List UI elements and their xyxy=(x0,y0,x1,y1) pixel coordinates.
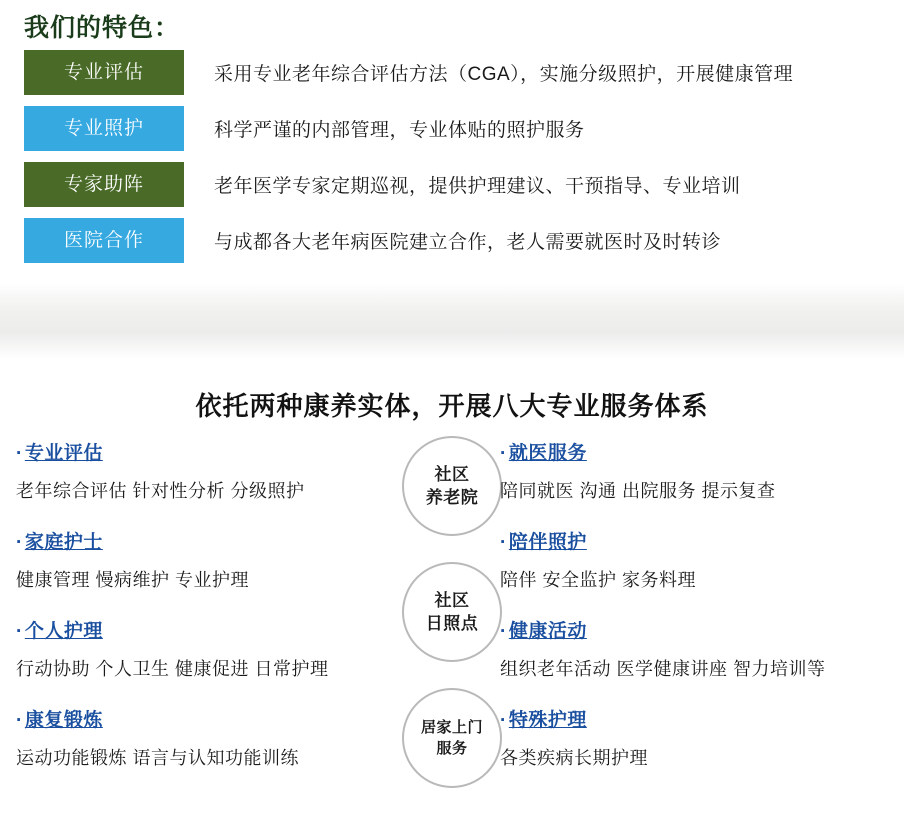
entity-circle-line1: 居家上门 xyxy=(420,719,483,736)
service-block xyxy=(500,438,860,503)
service-block xyxy=(16,527,376,592)
service-heading-label: 康复锻炼 xyxy=(24,710,103,731)
bullet-icon: · xyxy=(500,532,507,553)
service-heading xyxy=(16,527,376,554)
service-heading-label: 个人护理 xyxy=(24,621,103,642)
features-section xyxy=(0,0,904,300)
feature-description: 与成都各大老年病医院建立合作，老人需要就医时及时转诊 xyxy=(214,232,722,253)
feature-row xyxy=(24,216,880,265)
service-heading-label: 就医服务 xyxy=(508,443,587,464)
bullet-icon: · xyxy=(16,443,23,464)
service-block xyxy=(16,438,376,503)
feature-row xyxy=(24,48,880,97)
entity-circle-line2: 服务 xyxy=(436,740,468,757)
feature-tag: 专家助阵 xyxy=(24,162,184,207)
entity-circle-line2: 日照点 xyxy=(425,614,479,633)
service-items: 行动协助 个人卫生 健康促进 日常护理 xyxy=(16,659,329,679)
bullet-icon: · xyxy=(500,710,507,731)
entity-circle-community-nursing-home xyxy=(402,436,502,536)
entity-circle-line1: 社区 xyxy=(434,465,470,484)
feature-tag: 医院合作 xyxy=(24,218,184,263)
service-block xyxy=(500,527,860,592)
entity-circle-line2: 养老院 xyxy=(425,488,479,507)
service-heading-label: 特殊护理 xyxy=(508,710,587,731)
service-block xyxy=(500,705,860,770)
service-items: 陪伴 安全监护 家务料理 xyxy=(500,570,697,590)
feature-description: 老年医学专家定期巡视，提供护理建议、干预指导、专业培训 xyxy=(214,176,741,197)
services-column-left xyxy=(16,438,376,794)
entity-circle-line1: 社区 xyxy=(434,591,470,610)
bullet-icon: · xyxy=(500,443,507,464)
section-divider xyxy=(0,283,904,359)
service-items: 各类疾病长期护理 xyxy=(500,748,648,768)
service-heading-label: 专业评估 xyxy=(24,443,103,464)
features-list xyxy=(24,48,880,272)
services-column-right xyxy=(500,438,860,794)
bullet-icon: · xyxy=(16,532,23,553)
feature-description: 科学严谨的内部管理，专业体贴的照护服务 xyxy=(214,120,585,141)
entity-circle-home-visit-service xyxy=(402,688,502,788)
service-heading xyxy=(500,705,860,732)
entity-circle-community-day-care xyxy=(402,562,502,662)
service-items: 运动功能锻炼 语言与认知功能训练 xyxy=(16,748,299,768)
service-heading xyxy=(500,527,860,554)
service-block xyxy=(16,705,376,770)
service-heading xyxy=(500,438,860,465)
service-items: 组织老年活动 医学健康讲座 智力培训等 xyxy=(500,659,826,679)
feature-row xyxy=(24,160,880,209)
bullet-icon: · xyxy=(16,710,23,731)
service-block xyxy=(500,616,860,681)
service-heading xyxy=(16,705,376,732)
service-items: 陪同就医 沟通 出院服务 提示复查 xyxy=(500,481,776,501)
feature-description: 采用专业老年综合评估方法（CGA），实施分级照护，开展健康管理 xyxy=(214,64,794,85)
service-heading xyxy=(16,616,376,643)
service-heading-label: 健康活动 xyxy=(508,621,587,642)
feature-tag: 专业照护 xyxy=(24,106,184,151)
services-section xyxy=(0,360,904,782)
features-title: 我们的特色： xyxy=(24,14,181,42)
service-heading xyxy=(500,616,860,643)
service-heading xyxy=(16,438,376,465)
service-items: 健康管理 慢病维护 专业护理 xyxy=(16,570,250,590)
service-items: 老年综合评估 针对性分析 分级照护 xyxy=(16,481,305,501)
feature-row xyxy=(24,104,880,153)
feature-tag: 专业评估 xyxy=(24,50,184,95)
bullet-icon: · xyxy=(500,621,507,642)
bullet-icon: · xyxy=(16,621,23,642)
service-heading-label: 家庭护士 xyxy=(24,532,103,553)
service-heading-label: 陪伴照护 xyxy=(508,532,587,553)
services-title: 依托两种康养实体，开展八大专业服务体系 xyxy=(195,391,709,421)
service-block xyxy=(16,616,376,681)
